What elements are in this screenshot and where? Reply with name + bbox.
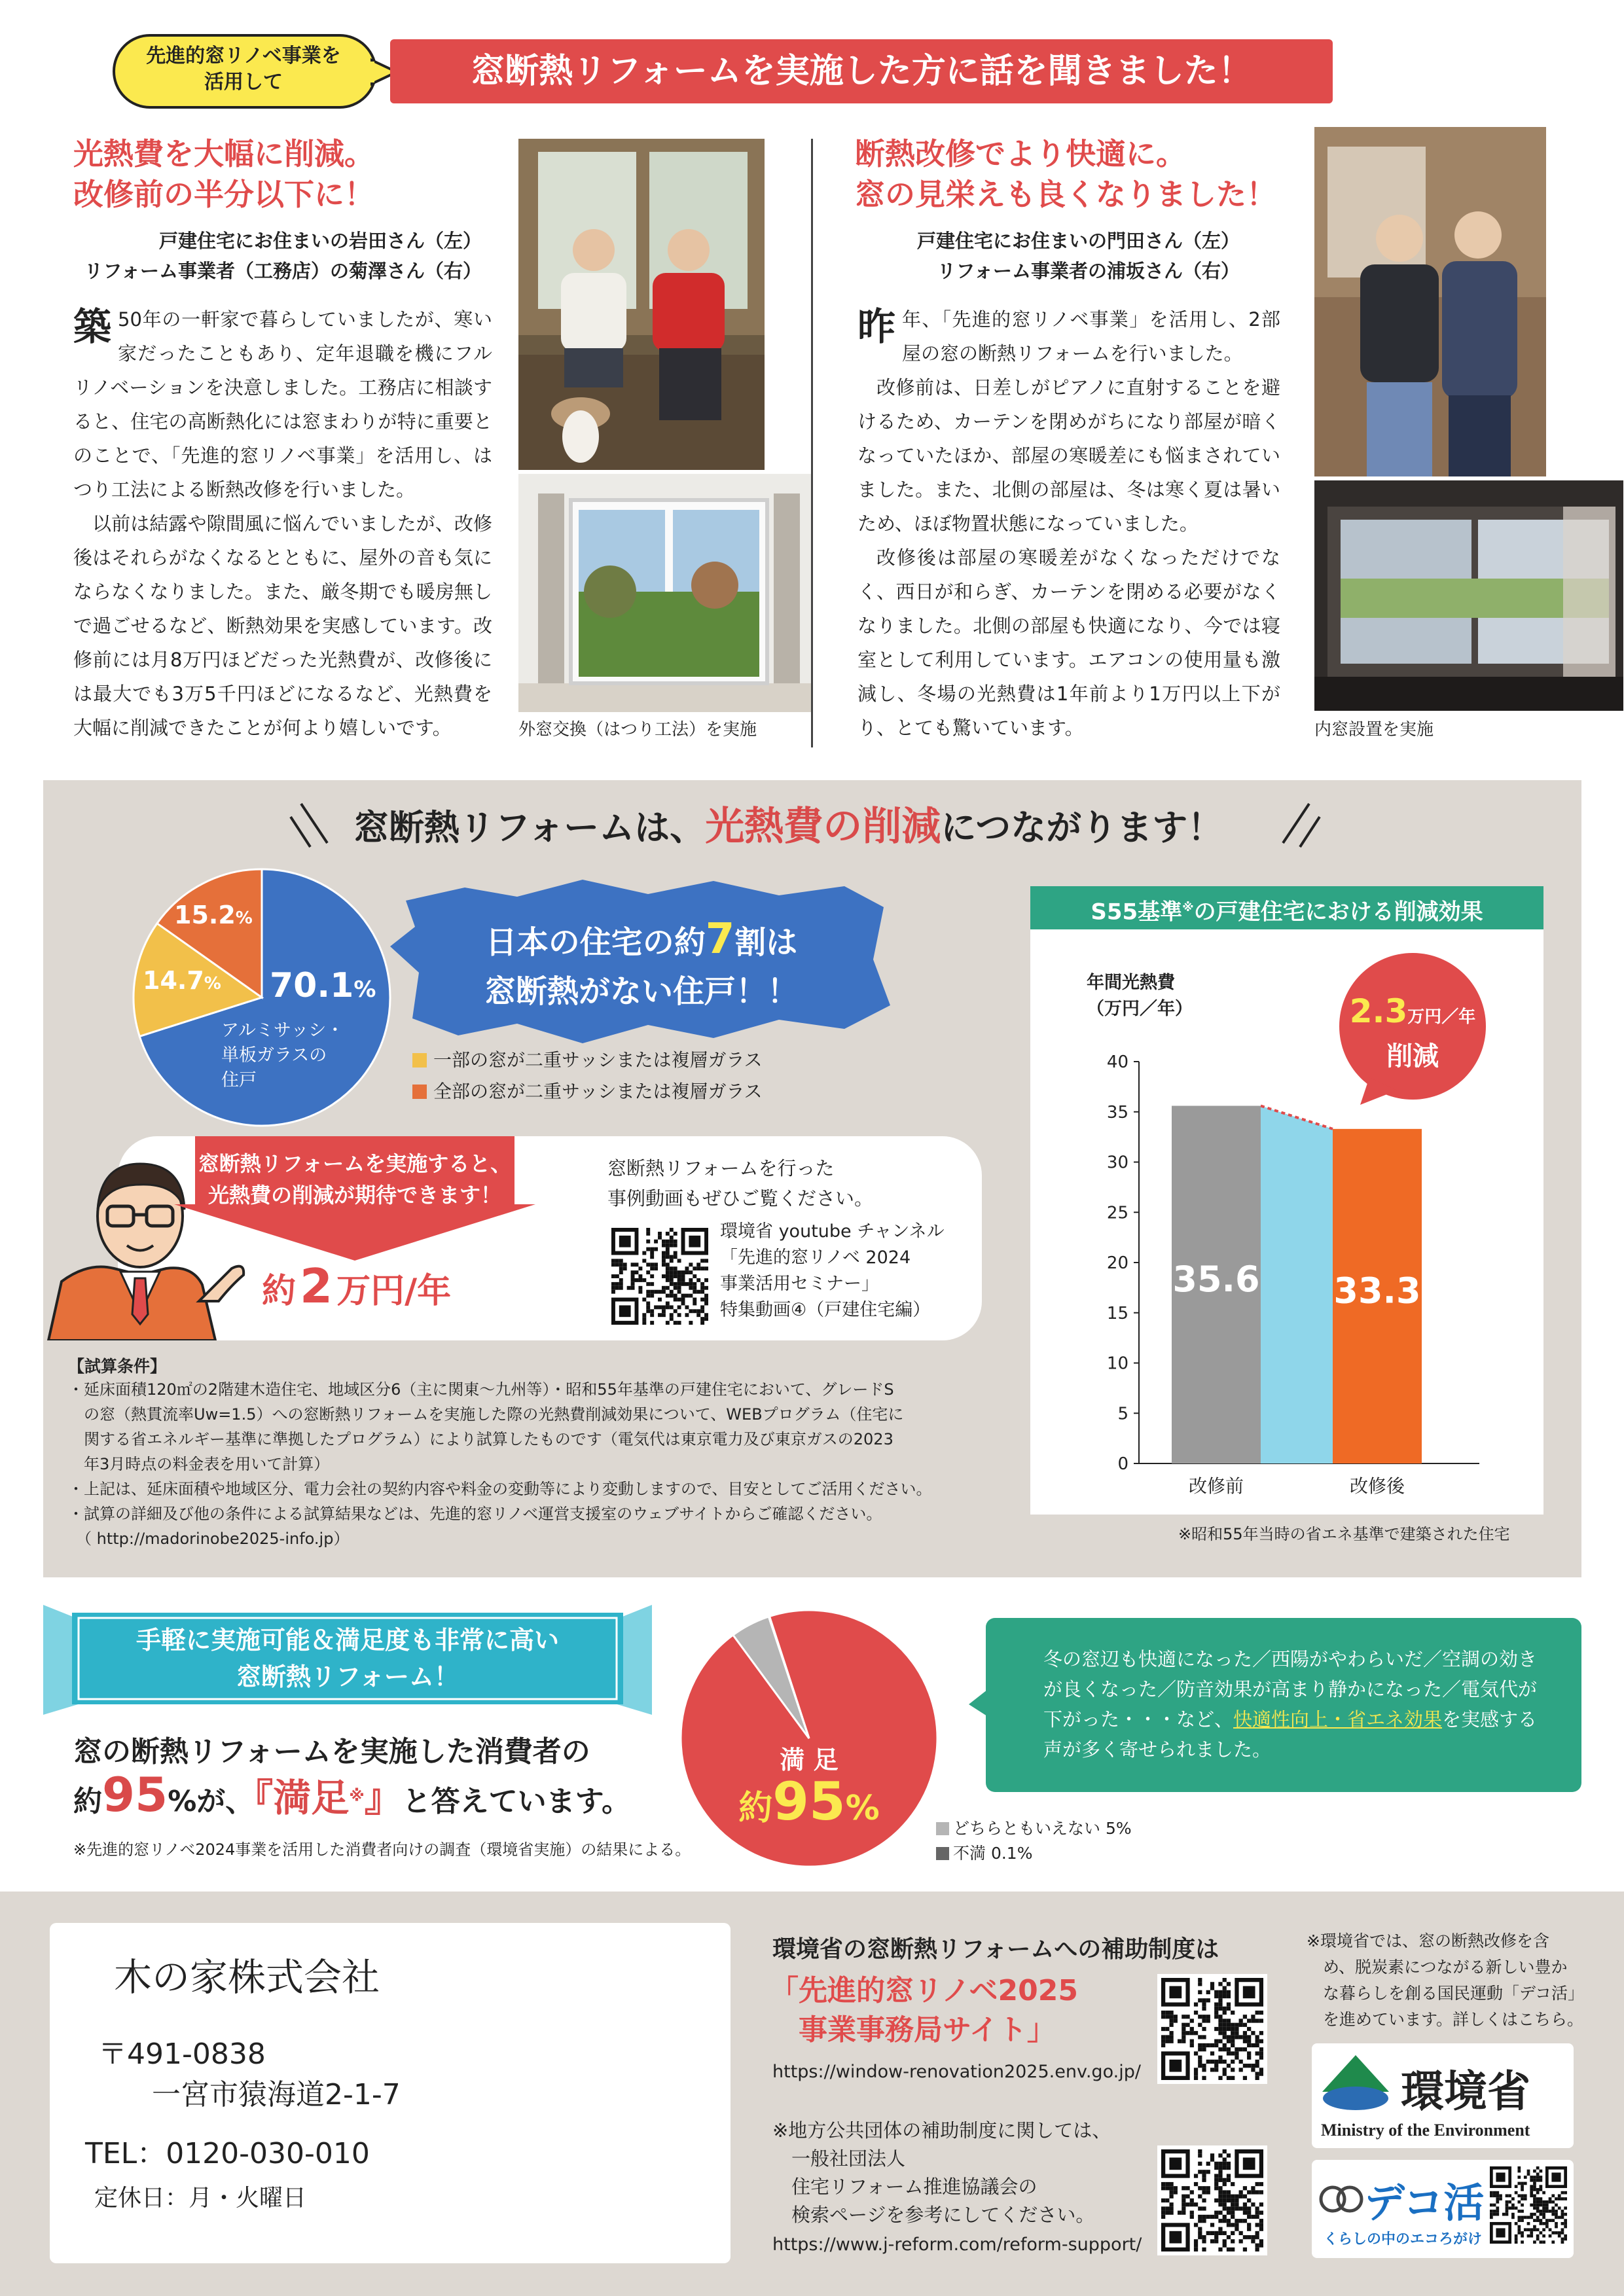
sat-legend-2-swatch <box>936 1847 949 1860</box>
bar-y-tick-label-10: 10 <box>1106 1354 1128 1374</box>
story1-photo-people <box>518 139 765 470</box>
badge-unit: 万円／年 <box>1407 1007 1476 1027</box>
people-photo-illustration <box>518 139 765 470</box>
badge-value <box>1334 992 1491 1030</box>
legend-b-label: 全部の窓が二重サッシまたは複層ガラス <box>433 1081 763 1102</box>
video-description: 環境省 youtube チャンネル 「先進的窓リノベ 2024 事業活用セミナー」 特集動画④（戸建住宅編） <box>720 1221 945 1320</box>
sat-legend-2-label: 不満 0.1% <box>953 1844 1033 1863</box>
bar-connector <box>1261 1106 1333 1463</box>
local-qr-code[interactable] <box>1157 2145 1267 2255</box>
bar-y-tick-label-35: 35 <box>1106 1102 1128 1122</box>
callout-num: 7 <box>705 915 735 963</box>
expect-arrow <box>171 1136 538 1262</box>
sat-pie-num: 95 <box>772 1771 846 1832</box>
bar-panel-header <box>1030 886 1543 929</box>
sat-pie-word: 満 足 <box>780 1746 839 1774</box>
legend-a-label: 一部の窓が二重サッシまたは複層ガラス <box>433 1049 763 1071</box>
pie-big-value <box>270 966 376 1005</box>
local-subsidy-url[interactable]: https://www.j-reform.com/reform-support/ <box>772 2234 1142 2255</box>
story2-para1: 年、「先進的窓リノベ事業」を活用し、2部屋の窓の断熱リフォームを行いました。 <box>902 308 1280 365</box>
story1-title: 光熱費を大幅に削減。 改修前の半分以下に！ <box>73 136 374 212</box>
story2-photo-window <box>1314 480 1623 711</box>
bar-y-tick-label-40: 40 <box>1106 1052 1128 1072</box>
housing-pie-chart <box>131 867 393 1128</box>
bar-y-tick-label-30: 30 <box>1106 1153 1128 1173</box>
bar-y-tick-label-25: 25 <box>1106 1203 1128 1223</box>
ribbon-text: 手軽に実施可能＆満足度も非常に高い 窓断熱リフォーム！ <box>135 1626 559 1691</box>
sat-legend-1-swatch <box>936 1822 949 1835</box>
story1-para1: 50年の一軒家で暮らしていましたが、寒い家だったこともあり、定年退職を機にフルリノベーションを決意しました。工務店に相談すると、住宅の高断熱化には窓まわりが特に重要とのことで、「先進的窓リノベ事業」を活用し、はつり工法による断熱改修を行いました。 <box>73 308 492 501</box>
voices-pre: 冬の窓辺も快適になった／西陽がやわらいだ／空調の効きが良くなった／防音効果が高まり静かになった／電気代が下がった・・・など、 <box>1043 1648 1538 1731</box>
header-title-bar <box>390 39 1333 103</box>
savings-headline-em: 光熱費の削減 <box>705 804 941 850</box>
story1-para2: 以前は結露や隙間風に悩んでいましたが、改修後はそれらがなくなるとともに、屋外の音も気にならなくなりました。また、厳冬期でも暖房無しで過ごせるなど、断熱効果を実感しています。改修前には月8万円ほどだった光熱費が、改修後には最大でも3万5千円ほどになるなど、光熱費を大幅に削減できたことが何より嬉しいです。 <box>73 512 492 739</box>
company-holiday: 定休日：月・火曜日 <box>94 2185 307 2212</box>
story1-photo-window <box>518 474 812 712</box>
sat-mid: %が、 <box>168 1785 255 1818</box>
decokatsu-qr-code[interactable] <box>1490 2166 1567 2244</box>
amount-pre: 約 <box>262 1272 297 1311</box>
story1-photo-caption: 外窓交換（はつり工法）を実施 <box>518 720 757 740</box>
subsidy-site-name: 「先進的窓リノベ2025 事業事務局サイト」 <box>770 1974 1078 2047</box>
ministry-jp: 環境省 <box>1401 2066 1530 2117</box>
bar-y-label: 年間光熱費 （万円／年） <box>1087 973 1193 1019</box>
sat-quote-end: 』 <box>364 1776 403 1820</box>
story1-people: 戸建住宅にお住まいの岩田さん（左） リフォーム事業者（工務店）の菊澤さん（右） <box>84 230 482 282</box>
sat-quote: 『満足 <box>254 1776 350 1820</box>
people-photo-illustration-2 <box>1314 127 1546 476</box>
subsidy-site-url[interactable]: https://window-renovation2025.env.go.jp/ <box>772 2062 1141 2082</box>
conditions-text: ・延床面積120㎡の2階建木造住宅、地域区分6（主に関東～九州等）・昭和55年基準の戸建住宅において、グレードS の窓（熱貫流率Uw=1.5）への窓断熱リフォームを実施した際の光熱費削減効果について、WEBプログラム（住宅に 関する省エネルギー基準に準拠したプログラム）により試算したものです（電気代は東京電力及び東京ガスの2023 年3月時点の料金表を用いて計算） ・上記は、延床面積や地域区分、電力会社の契約内容や料金の変動等により変動しますので、目安としてご活用ください。 ・試算の詳細及び他の条件による試算結果などは、先進的窓リノベ運営支援室のウェブサイトからご確認ください。 （ http://madorinobe2025-info.jp） <box>68 1380 932 1548</box>
headline-deco-right <box>1263 797 1322 850</box>
story1-dropcap: 築 <box>73 304 112 349</box>
header-badge <box>111 33 399 110</box>
decokatsu-sub: くらしの中のエコろがけ <box>1324 2231 1483 2248</box>
pie-a-number: 14.7 <box>143 966 204 995</box>
video-intro: 窓断熱リフォームを行った 事例動画もぜひご覧ください。 <box>607 1157 874 1210</box>
bar-value-label-1: 33.3 <box>1333 1270 1421 1312</box>
sat-pie-pct: % <box>845 1789 880 1828</box>
pie-b-unit: % <box>235 908 253 928</box>
qr-svg-subsidy <box>1161 1978 1263 2080</box>
qr-svg-local <box>1161 2149 1263 2251</box>
satisfaction-line1: 窓の断熱リフォームを実施した消費者の <box>73 1735 590 1768</box>
savings-headline-pre: 窓断熱リフォームは、 <box>353 807 706 848</box>
inner-window-photo-illustration <box>1314 480 1623 711</box>
sat-post: と答えています。 <box>402 1785 631 1818</box>
housing-callout <box>386 874 897 1051</box>
voices-text <box>1043 1644 1554 1765</box>
window-photo-illustration <box>518 474 812 712</box>
satisfaction-line2 <box>73 1767 630 1822</box>
pie-b-value <box>174 901 253 929</box>
bar-y-tick-label-15: 15 <box>1106 1303 1128 1323</box>
sat-pre: 約 <box>73 1785 102 1818</box>
pie-a-value <box>143 966 221 995</box>
pie-big-unit: % <box>353 977 376 1003</box>
amount-post: 万円/年 <box>336 1272 452 1311</box>
story2-body <box>857 302 1280 745</box>
ministry-logo[interactable] <box>1312 2043 1574 2148</box>
header-title: 窓断熱リフォームを実施した方に話を聞きました！ <box>471 52 1252 91</box>
env-note: ※環境省では、窓の断熱改修を含 め、脱炭素につながる新しい豊か な暮らしを創る国民運動「デコ活」 を進めています。詳しくはこちら。 <box>1307 1931 1585 2029</box>
voices-post: を実感する声が多く寄せられました。 <box>1043 1708 1538 1761</box>
sat-legend-1-label: どちらともいえない 5% <box>953 1819 1132 1838</box>
pie-legend-a <box>412 1046 763 1072</box>
video-qr-code[interactable] <box>607 1224 712 1329</box>
voices-box <box>969 1618 1581 1792</box>
callout-line2: 窓断熱がない住戸！！ <box>484 973 799 1010</box>
expect-amount <box>262 1259 452 1314</box>
bar-header-post: の戸建住宅における削減効果 <box>1193 899 1483 925</box>
decokatsu-logo[interactable] <box>1312 2160 1574 2258</box>
story2-title: 断熱改修でより快適に。 窓の見栄えも良くなりました！ <box>855 136 1276 212</box>
bar-y-tick-label-5: 5 <box>1117 1404 1128 1424</box>
company-address: 一宮市猿海道2-1-7 <box>152 2078 401 2111</box>
legend-b-swatch <box>412 1085 427 1099</box>
headline-deco-left <box>288 797 347 850</box>
conditions-title: 【試算条件】 <box>68 1357 167 1376</box>
story2-para3: 改修後は部屋の寒暖差がなくなっただけでなく、西日が和らぎ、カーテンを閉める必要がなくなりました。北側の部屋も快適になり、今では寝室として利用しています。エアコンの使用量も激減し、冬場の光熱費は1年前より1万円以上下がり、とても驚いています。 <box>857 547 1280 739</box>
sat-pie-value <box>678 1771 940 1832</box>
expect-arrow-text: 窓断熱リフォームを実施すると、 光熱費の削減が期待できます！ <box>198 1151 512 1208</box>
story2-para2: 改修前は、日差しがピアノに直射することを避けるため、カーテンを閉めがちになり部屋が暗くなっていたほか、部屋の寒暖差にも悩まされていました。また、北側の部屋は、冬は寒く夏は暑いため、ほぼ物置状態になっていました。 <box>857 376 1280 535</box>
pie-big-desc: アルミサッシ・ 単板ガラスの 住戸 <box>221 1020 344 1090</box>
decokatsu-name: デコ活 <box>1364 2179 1485 2227</box>
company-name: 木の家株式会社 <box>114 1955 380 2000</box>
sat-sup: ※ <box>349 1786 365 1805</box>
savings-headline <box>353 804 1270 851</box>
bar-header-pre: S55基準 <box>1091 899 1183 925</box>
bar-category-label-0: 改修前 <box>1188 1475 1244 1497</box>
subsidy-qr-code[interactable] <box>1157 1974 1267 2084</box>
callout-post: 割は <box>734 924 798 961</box>
badge-num: 2.3 <box>1349 992 1408 1030</box>
bar-header-sup: ※ <box>1182 901 1194 914</box>
local-subsidy-note: ※地方公共団体の補助制度に関しては、 一般社団法人 住宅リフォーム推進協議会の 検索ページを参考にしてください。 <box>772 2119 1111 2226</box>
bar-chart <box>1087 1045 1506 1503</box>
qr-svg-decokatsu <box>1490 2166 1567 2244</box>
pie-big-number: 70.1 <box>270 966 354 1005</box>
sat-legend-2 <box>936 1840 1032 1864</box>
bar-chart-svg <box>1087 1045 1506 1503</box>
pie-legend-b <box>412 1077 763 1103</box>
badge-word: 削減 <box>1386 1041 1439 1071</box>
callout-line1 <box>386 915 897 963</box>
pie-a-unit: % <box>204 974 221 994</box>
ministry-leaf-icon <box>1320 2053 1392 2118</box>
sat-legend-1 <box>936 1816 1132 1839</box>
story2-people: 戸建住宅にお住まいの門田さん（左） リフォーム事業者の浦坂さん（右） <box>916 230 1240 282</box>
qr-svg-video <box>611 1228 708 1325</box>
satisfaction-pie <box>678 1607 940 1869</box>
story-divider <box>811 139 813 747</box>
voices-em: 快適性向上・省エネ効果 <box>1233 1708 1443 1731</box>
satisfaction-note: ※先進的窓リノベ2024事業を活用した消費者向けの調査（環境省実施）の結果による。 <box>73 1840 691 1859</box>
bar-value-label-0: 35.6 <box>1172 1258 1260 1300</box>
company-tel[interactable]: TEL：0120-030-010 <box>85 2137 370 2170</box>
callout-pre: 日本の住宅の約 <box>485 924 706 961</box>
decokatsu-mark-icon <box>1318 2179 1364 2219</box>
bar-category-label-1: 改修後 <box>1349 1475 1405 1497</box>
pie-b-number: 15.2 <box>174 901 236 929</box>
amount-num: 2 <box>300 1259 333 1314</box>
story2-photo-people <box>1314 127 1546 476</box>
bar-y-tick-label-0: 0 <box>1117 1454 1128 1474</box>
bar-footnote: ※昭和55年当時の省エネ基準で建築された住宅 <box>1178 1525 1510 1543</box>
bar-y-tick-label-20: 20 <box>1106 1253 1128 1273</box>
savings-headline-post: につながります！ <box>941 807 1223 848</box>
story2-dropcap: 昨 <box>857 304 896 349</box>
company-zip: 〒491-0838 <box>98 2037 266 2071</box>
subsidy-intro: 環境省の窓断熱リフォームへの補助制度は <box>772 1936 1219 1963</box>
satisfaction-ribbon <box>43 1605 652 1715</box>
sat-num: 95 <box>102 1767 168 1822</box>
legend-a-swatch <box>412 1053 427 1067</box>
ministry-en: Ministry of the Environment <box>1321 2121 1530 2140</box>
header-badge-text: 先進的窓リノベ事業を 活用して <box>146 45 341 94</box>
story1-body <box>73 302 492 745</box>
story2-photo-caption: 内窓設置を実施 <box>1314 720 1434 740</box>
sat-pie-pre: 約 <box>738 1789 773 1828</box>
